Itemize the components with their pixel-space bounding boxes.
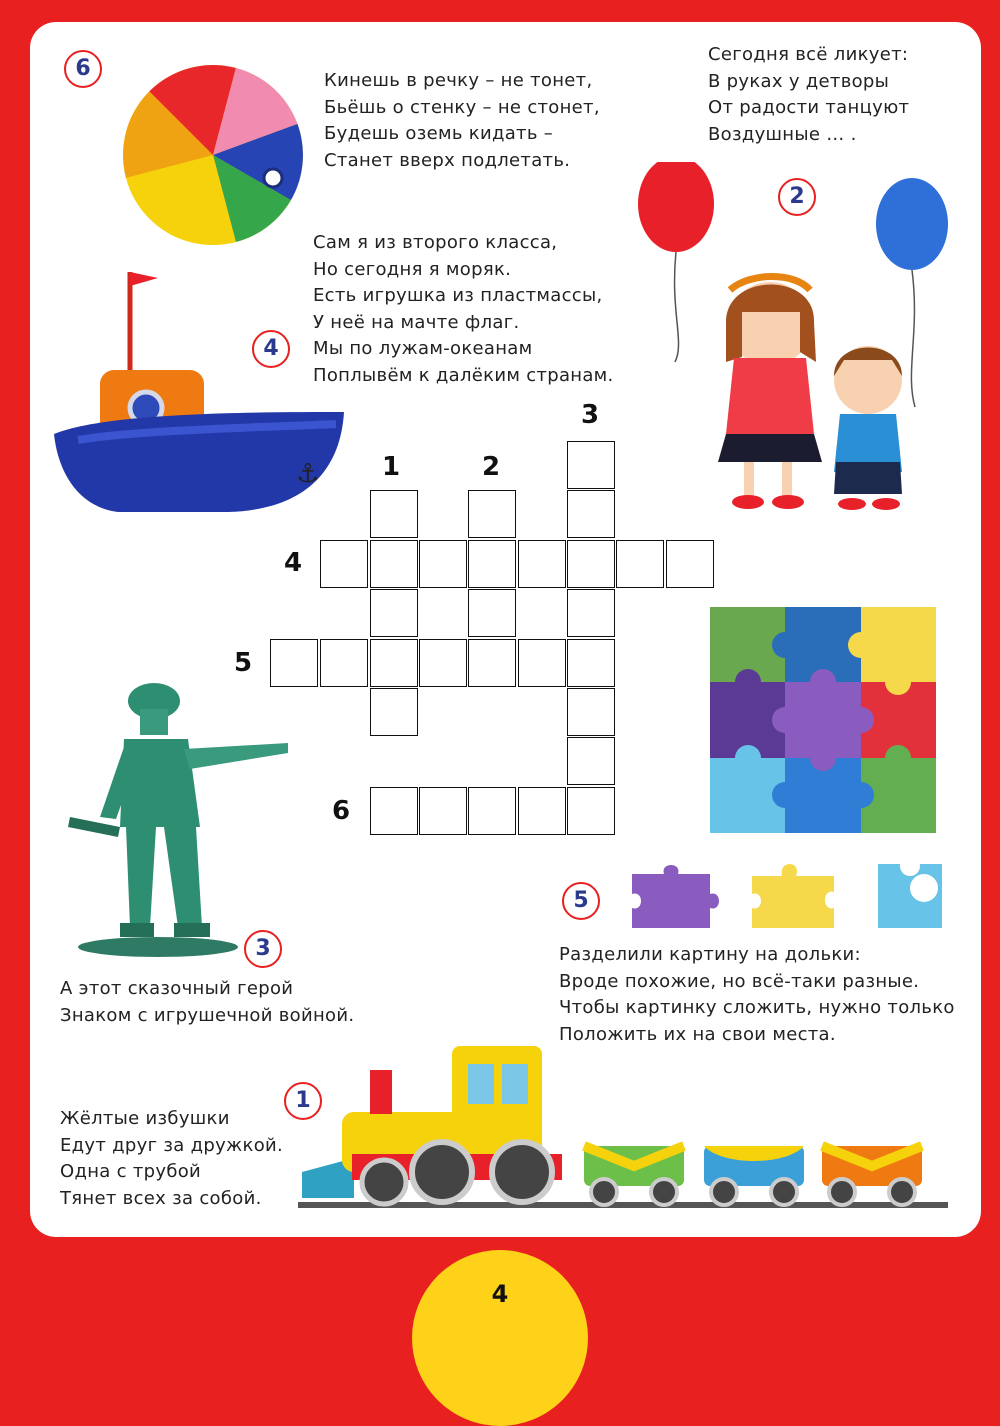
crossword-cell[interactable] [567,787,615,835]
crossword-label-2: 2 [482,452,501,482]
riddle-number-4: 4 [252,330,290,368]
crossword-cell[interactable] [370,688,418,736]
crossword-label-1: 1 [382,452,401,482]
crossword-cell[interactable] [320,540,368,588]
crossword-label-5: 5 [234,648,253,678]
toy-boat-image [48,262,348,522]
crossword-cell[interactable] [419,540,467,588]
crossword-cell[interactable] [518,639,566,687]
crossword-cell[interactable] [468,490,516,538]
riddle-number-5: 5 [562,882,600,920]
riddle-5-text: Разделили картину на дольки: Вроде похожие, но всё-таки разные. Чтобы картинку сложить, нужно только Положить их на свои места. [559,944,955,1045]
riddle-3-text: А этот сказочный герой Знаком с игрушечной войной. [60,978,355,1026]
crossword-cell[interactable] [468,540,516,588]
crossword-cell[interactable] [320,639,368,687]
riddle-number-1: 1 [284,1082,322,1120]
crossword-cell[interactable] [419,787,467,835]
children-with-balloons-image [630,162,960,512]
crossword-cell[interactable] [468,589,516,637]
riddle-4-text: Сам я из второго класса, Но сегодня я моряк. Есть игрушка из пластмассы, У неё на мачте флаг. Мы по лужам-океанам Поплывём к далёким странам. [313,232,614,386]
crossword-cell[interactable] [468,787,516,835]
page-number-sun [412,1250,588,1426]
crossword-cell[interactable] [567,688,615,736]
crossword-cell[interactable] [518,787,566,835]
worksheet-page [30,22,981,1237]
page-number: 4 [491,1280,509,1308]
puzzle-pieces-image [624,852,944,934]
riddle-number-2: 2 [778,178,816,216]
crossword-label-4: 4 [284,548,303,578]
riddle-6-text: Кинешь в речку – не тонет, Бьёшь о стенку – не стонет, Будешь оземь кидать – Станет вверх подлетать. [324,70,600,171]
crossword-cell[interactable] [567,639,615,687]
jigsaw-puzzle-image [710,607,936,833]
crossword-cell[interactable] [567,589,615,637]
svg-text:⚓: ⚓ [296,459,320,489]
crossword-cell[interactable] [370,639,418,687]
crossword-cell[interactable] [567,441,615,489]
riddle-number-3: 3 [244,930,282,968]
crossword-cell[interactable] [567,737,615,785]
riddle-2-text: Сегодня всё ликует: В руках у детворы От радости танцуют Воздушные … . [708,44,910,145]
crossword-cell[interactable] [370,490,418,538]
crossword-cell[interactable] [370,540,418,588]
crossword-cell[interactable] [370,787,418,835]
crossword-cell[interactable] [666,540,714,588]
crossword-cell[interactable] [567,540,615,588]
crossword-cell[interactable] [567,490,615,538]
riddle-number-6: 6 [64,50,102,88]
crossword-label-3: 3 [581,400,600,430]
crossword-cell[interactable] [518,540,566,588]
crossword-cell[interactable] [419,639,467,687]
crossword-cell[interactable] [370,589,418,637]
crossword-cell[interactable] [616,540,664,588]
toy-soldier-image [60,677,290,967]
crossword-cell[interactable] [468,639,516,687]
toy-train-image [292,1042,952,1212]
riddle-1-text: Жёлтые избушки Едут друг за дружкой. Одна с трубой Тянет всех за собой. [60,1108,284,1209]
beach-ball-image [118,60,308,250]
crossword-label-6: 6 [332,796,351,826]
